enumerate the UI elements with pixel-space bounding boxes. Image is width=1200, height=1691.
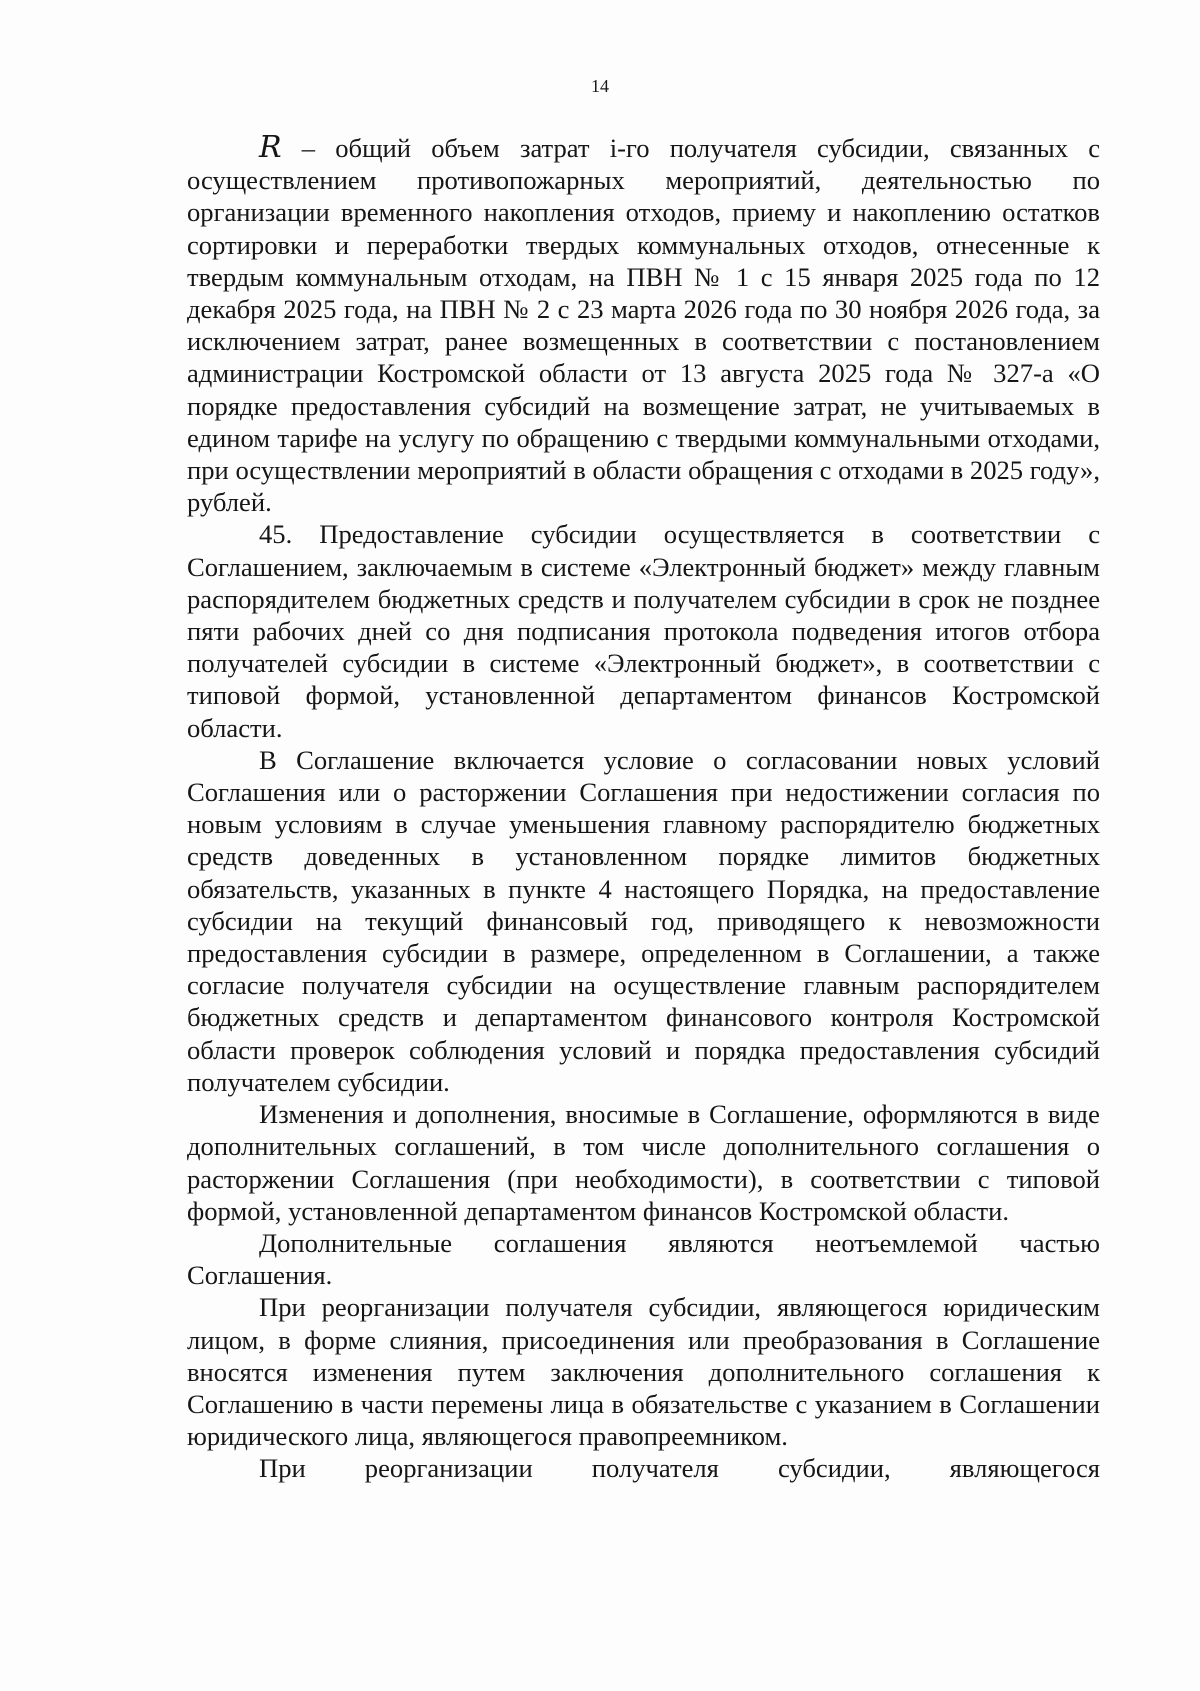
paragraph-text: – общий объем затрат i-го получателя субсидии, связанных с осуществлением противопожарных мероприятий, деятельностью по организации временного накопления отходов, приему и накоплению остатков сортировки и переработки твердых коммунальных отходов, отнесенные к твердым коммунальным отходам, на ПВН № 1 с 15 января 2025 года по 12 декабря 2025 года, на ПВН № 2 с 23 марта 2026 года по 30 ноября 2026 года, за исключением затрат, ранее возмещенных в соответствии с постановлением администрации Костромской области от 13 августа 2025 года № 327-а «О порядке предоставления субсидий на возмещение затрат, не учитываемых в едином тарифе на услугу по обращению с твердыми коммунальными отходами, при осуществлении мероприятий в области обращения с отходами в 2025 году», рублей. bbox=[187, 133, 1100, 518]
paragraph-agreement-conditions: В Соглашение включается условие о согласовании новых условий Соглашения или о расторжении Соглашения при недостижении согласия по новым условиям в случае уменьшения главному распорядителю бюджетных средств доведенных в установленном порядке лимитов бюджетных обязательств, указанных в пункте 4 настоящего Порядка, на предоставление субсидии на текущий финансовый год, приводящего к невозможности предоставления субсидии в размере, определенном в Соглашении, а также согласие получателя субсидии на осуществление главным распорядителем бюджетных средств и департаментом финансового контроля Костромской области проверок соблюдения условий и порядка предоставления субсидий получателем субсидии. bbox=[187, 744, 1100, 1097]
paragraph-r-definition bbox=[187, 132, 1100, 518]
paragraph-amendments: Изменения и дополнения, вносимые в Соглашение, оформляются в виде дополнительных соглашений, в том числе дополнительного соглашения о расторжении Соглашения (при необходимости), в соответствии с типовой формой, установленной департаментом финансов Костромской области. bbox=[187, 1099, 1100, 1226]
paragraph-item-45: 45. Предоставление субсидии осуществляется в соответствии с Соглашением, заключаемым в системе «Электронный бюджет» между главным распорядителем бюджетных средств и получателем субсидии в срок не позднее пяти рабочих дней со дня подписания протокола подведения итогов отбора получателей субсидии в системе «Электронный бюджет», в соответствии с типовой формой, установленной департаментом финансов Костромской области. bbox=[187, 519, 1100, 743]
paragraph-additional-agreements: Дополнительные соглашения являются неотъемлемой частью Соглашения. bbox=[187, 1227, 1100, 1291]
document-body bbox=[187, 132, 1100, 1485]
paragraph-reorganization-continued: При реорганизации получателя субсидии, являющегося bbox=[259, 1453, 1100, 1484]
paragraph-reorganization-merger: При реорганизации получателя субсидии, являющегося юридическим лицом, в форме слияния, присоединения или преобразования в Соглашение вносятся изменения путем заключения дополнительного соглашения к Соглашению в части перемены лица в обязательстве с указанием в Соглашении юридического лица, являющегося правопреемником. bbox=[187, 1292, 1100, 1452]
r-symbol: R bbox=[259, 130, 282, 165]
page-number: 14 bbox=[591, 76, 609, 96]
